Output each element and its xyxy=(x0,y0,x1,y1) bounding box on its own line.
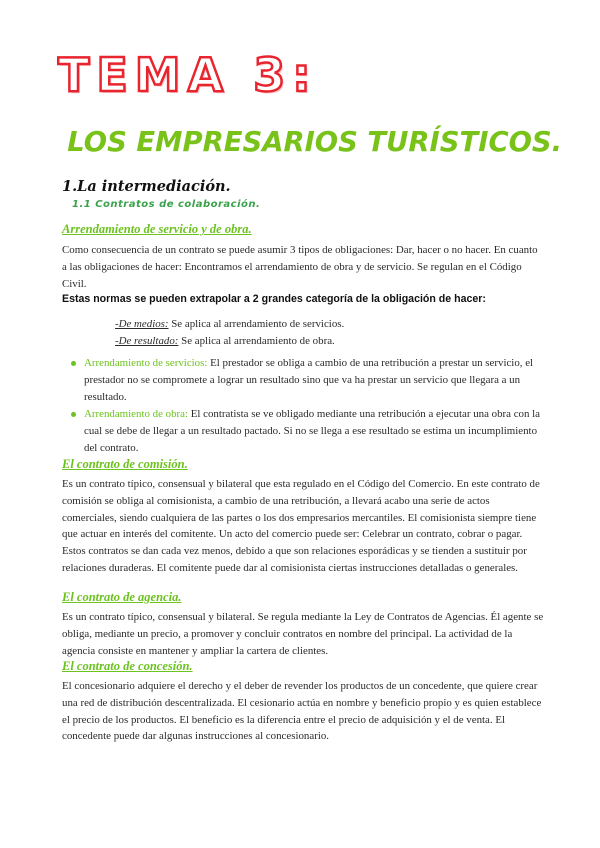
bullet-list xyxy=(62,355,544,458)
bold-statement: Estas normas se pueden extrapolar a 2 grandes categoría de la obligación de hacer: xyxy=(62,293,486,305)
paragraph-concesion: El concesionario adquiere el derecho y el deber de revender los productos de un concedente, que quiere crear una red de distribución descentralizada. El cesionario actúa en nombre y beneficio propio y es quien establece el precio de los productos. El beneficio es la diferencia entre el precio de adquisición y el de venta. El concedente puede dar algunas instrucciones al concesionario. xyxy=(62,680,542,743)
sub-item-text: Se aplica al arrendamiento de servicios. xyxy=(168,318,345,330)
page-subtitle: LOS EMPRESARIOS TURÍSTICOS. xyxy=(67,125,563,158)
subsection-heading-colaboracion: 1.1 Contratos de colaboración. xyxy=(72,199,261,210)
list-item xyxy=(62,406,544,456)
sub-item-label: -De resultado: xyxy=(115,335,179,347)
bullet-dot-icon xyxy=(71,361,76,366)
paragraph-comision: Es un contrato típico, consensual y bilateral que esta regulado en el Código del Comercio. En este contrato de comisión se obliga al comisionista, a cambio de una retribución, a llevará acabo una serie de actos comerciales, siendo cualquiera de las partes o los dos empresarios mercantiles. El comisionista siempre tiene que actuar en interés del comitente. Un acto del comercio puede ser: Celebrar un contrato, cobrar o pagar. Estos contratos se dan cada vez menos, debido a que son relaciones esporádicas y se tienden a sustituir por relaciones duraderas. El comitente puede dar al comisionista ciertas instrucciones detalladas o generales. xyxy=(62,478,540,574)
sub-item-text: Se aplica al arrendamiento de obra. xyxy=(178,335,335,347)
section-heading-intermediacion: 1.La intermediación. xyxy=(62,178,231,195)
sub-item-label: -De medios: xyxy=(115,318,169,330)
paragraph-agencia: Es un contrato típico, consensual y bilateral. Se regula mediante la Ley de Contratos de Agencias. Él agente se obliga, mediante un precio, a promover y concluir contratos en nombre del principal. La actividad de la agencia consiste en mantener y ampliar la cartera de clientes. xyxy=(62,611,544,657)
bullet-dot-icon xyxy=(71,412,76,417)
bullet-text: El contratista se ve obligado mediante una retribución a ejecutar una obra con la cual se debe de llegar a un resultado pactado. Si no se llega a ese resultado se estima un incumplimiento del contrato. xyxy=(84,408,541,454)
heading-concesion: El contrato de concesión. xyxy=(62,659,193,673)
heading-comision: El contrato de comisión. xyxy=(62,457,188,471)
page-title: TEMA 3: xyxy=(58,48,318,102)
bullet-term: Arrendamiento de servicios: xyxy=(84,357,208,369)
sub-item-resultado xyxy=(115,335,335,347)
sub-item-medios xyxy=(115,318,344,330)
heading-agencia: El contrato de agencia. xyxy=(62,590,182,604)
bullet-term: Arrendamiento de obra: xyxy=(84,408,189,421)
list-item xyxy=(62,355,544,405)
paragraph-arrendamiento: Como consecuencia de un contrato se puede asumir 3 tipos de obligaciones: Dar, hacer o no hacer. En cuanto a las obligaciones de hacer: Encontramos el arrendamiento de obra y de servicio. Se regulan en el Código Civil. xyxy=(62,244,538,290)
heading-arrendamiento: Arrendamiento de servicio y de obra. xyxy=(62,222,252,236)
bullet-text: El prestador se obliga a cambio de una retribución a prestar un servicio, el prestador no se compromete a lograr un resultado sino que va ha prestar un servicio que llegara a un resultado. xyxy=(84,357,534,403)
